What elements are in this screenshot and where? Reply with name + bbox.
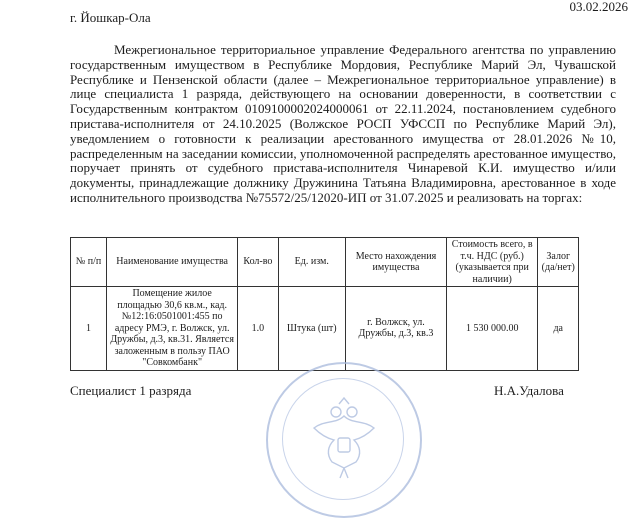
cell-location: г. Волжск, ул. Дружбы, д.3, кв.3 <box>345 287 446 371</box>
cell-pledge: да <box>538 287 579 371</box>
official-seal <box>266 362 422 518</box>
body-paragraph: Межрегиональное территориальное управление Федерального агентства по управлению государственным имуществом в Республике Мордовия, Республике Марий Эл, Чувашской Республике и Пензенской области (далее – Межрегиональное территориальное управление) в лице специалиста 1 разряда, действующего на основании доверенности, в соответствии с Государственным контрактом 0109100002024000061 от 22.11.2024, постановлением судебного пристава-исполнителя от 24.10.2025 (Волжское РОСП УФССП по Республике Марий Эл), уведомлением о готовности к реализации арестованного имущества от 28.01.2026 №10, распределенным на заседании комиссии, уполномоченной распределять арестованное имущество, поручает принять от судебного пристава-исполнителя Чинаревой К.И. имущество и/или документы, принадлежащие должнику Дружинина Татьяна Владимировна, арестованное в ходе исполнительного производства №75572/25/12020-ИП от 31.07.2025 и реализовать на торгах: <box>70 42 616 205</box>
header-qty: Кол-во <box>238 238 278 287</box>
header-unit: Ед. изм. <box>278 238 345 287</box>
seal-emblem-icon <box>306 394 382 484</box>
signature-role: Специалист 1 разряда <box>70 383 192 398</box>
table-row <box>71 287 579 371</box>
document-city: г. Йошкар-Ола <box>70 10 151 25</box>
header-name: Наименование имущества <box>107 238 238 287</box>
property-table <box>70 237 579 371</box>
cell-cost: 1 530 000.00 <box>446 287 538 371</box>
document-date: 03.02.2026 <box>569 0 628 14</box>
signature-name: Н.А.Удалова <box>494 383 564 398</box>
header-cost: Стоимость всего, в т.ч. НДС (руб.) (указывается при наличии) <box>446 238 538 287</box>
cell-no: 1 <box>71 287 107 371</box>
cell-qty: 1.0 <box>238 287 278 371</box>
table-header-row <box>71 238 579 287</box>
cell-unit: Штука (шт) <box>278 287 345 371</box>
header-location: Место нахождения имущества <box>345 238 446 287</box>
header-no: № п/п <box>71 238 107 287</box>
header-pledge: Залог (да/нет) <box>538 238 579 287</box>
cell-name: Помещение жилое площадью 30,6 кв.м., кад.№12:16:0501001:455 по адресу РМЭ, г. Волжск, ул. Дружбы, д.3, кв.31. Является заложенным в пользу ПАО "Совкомбанк" <box>107 287 238 371</box>
